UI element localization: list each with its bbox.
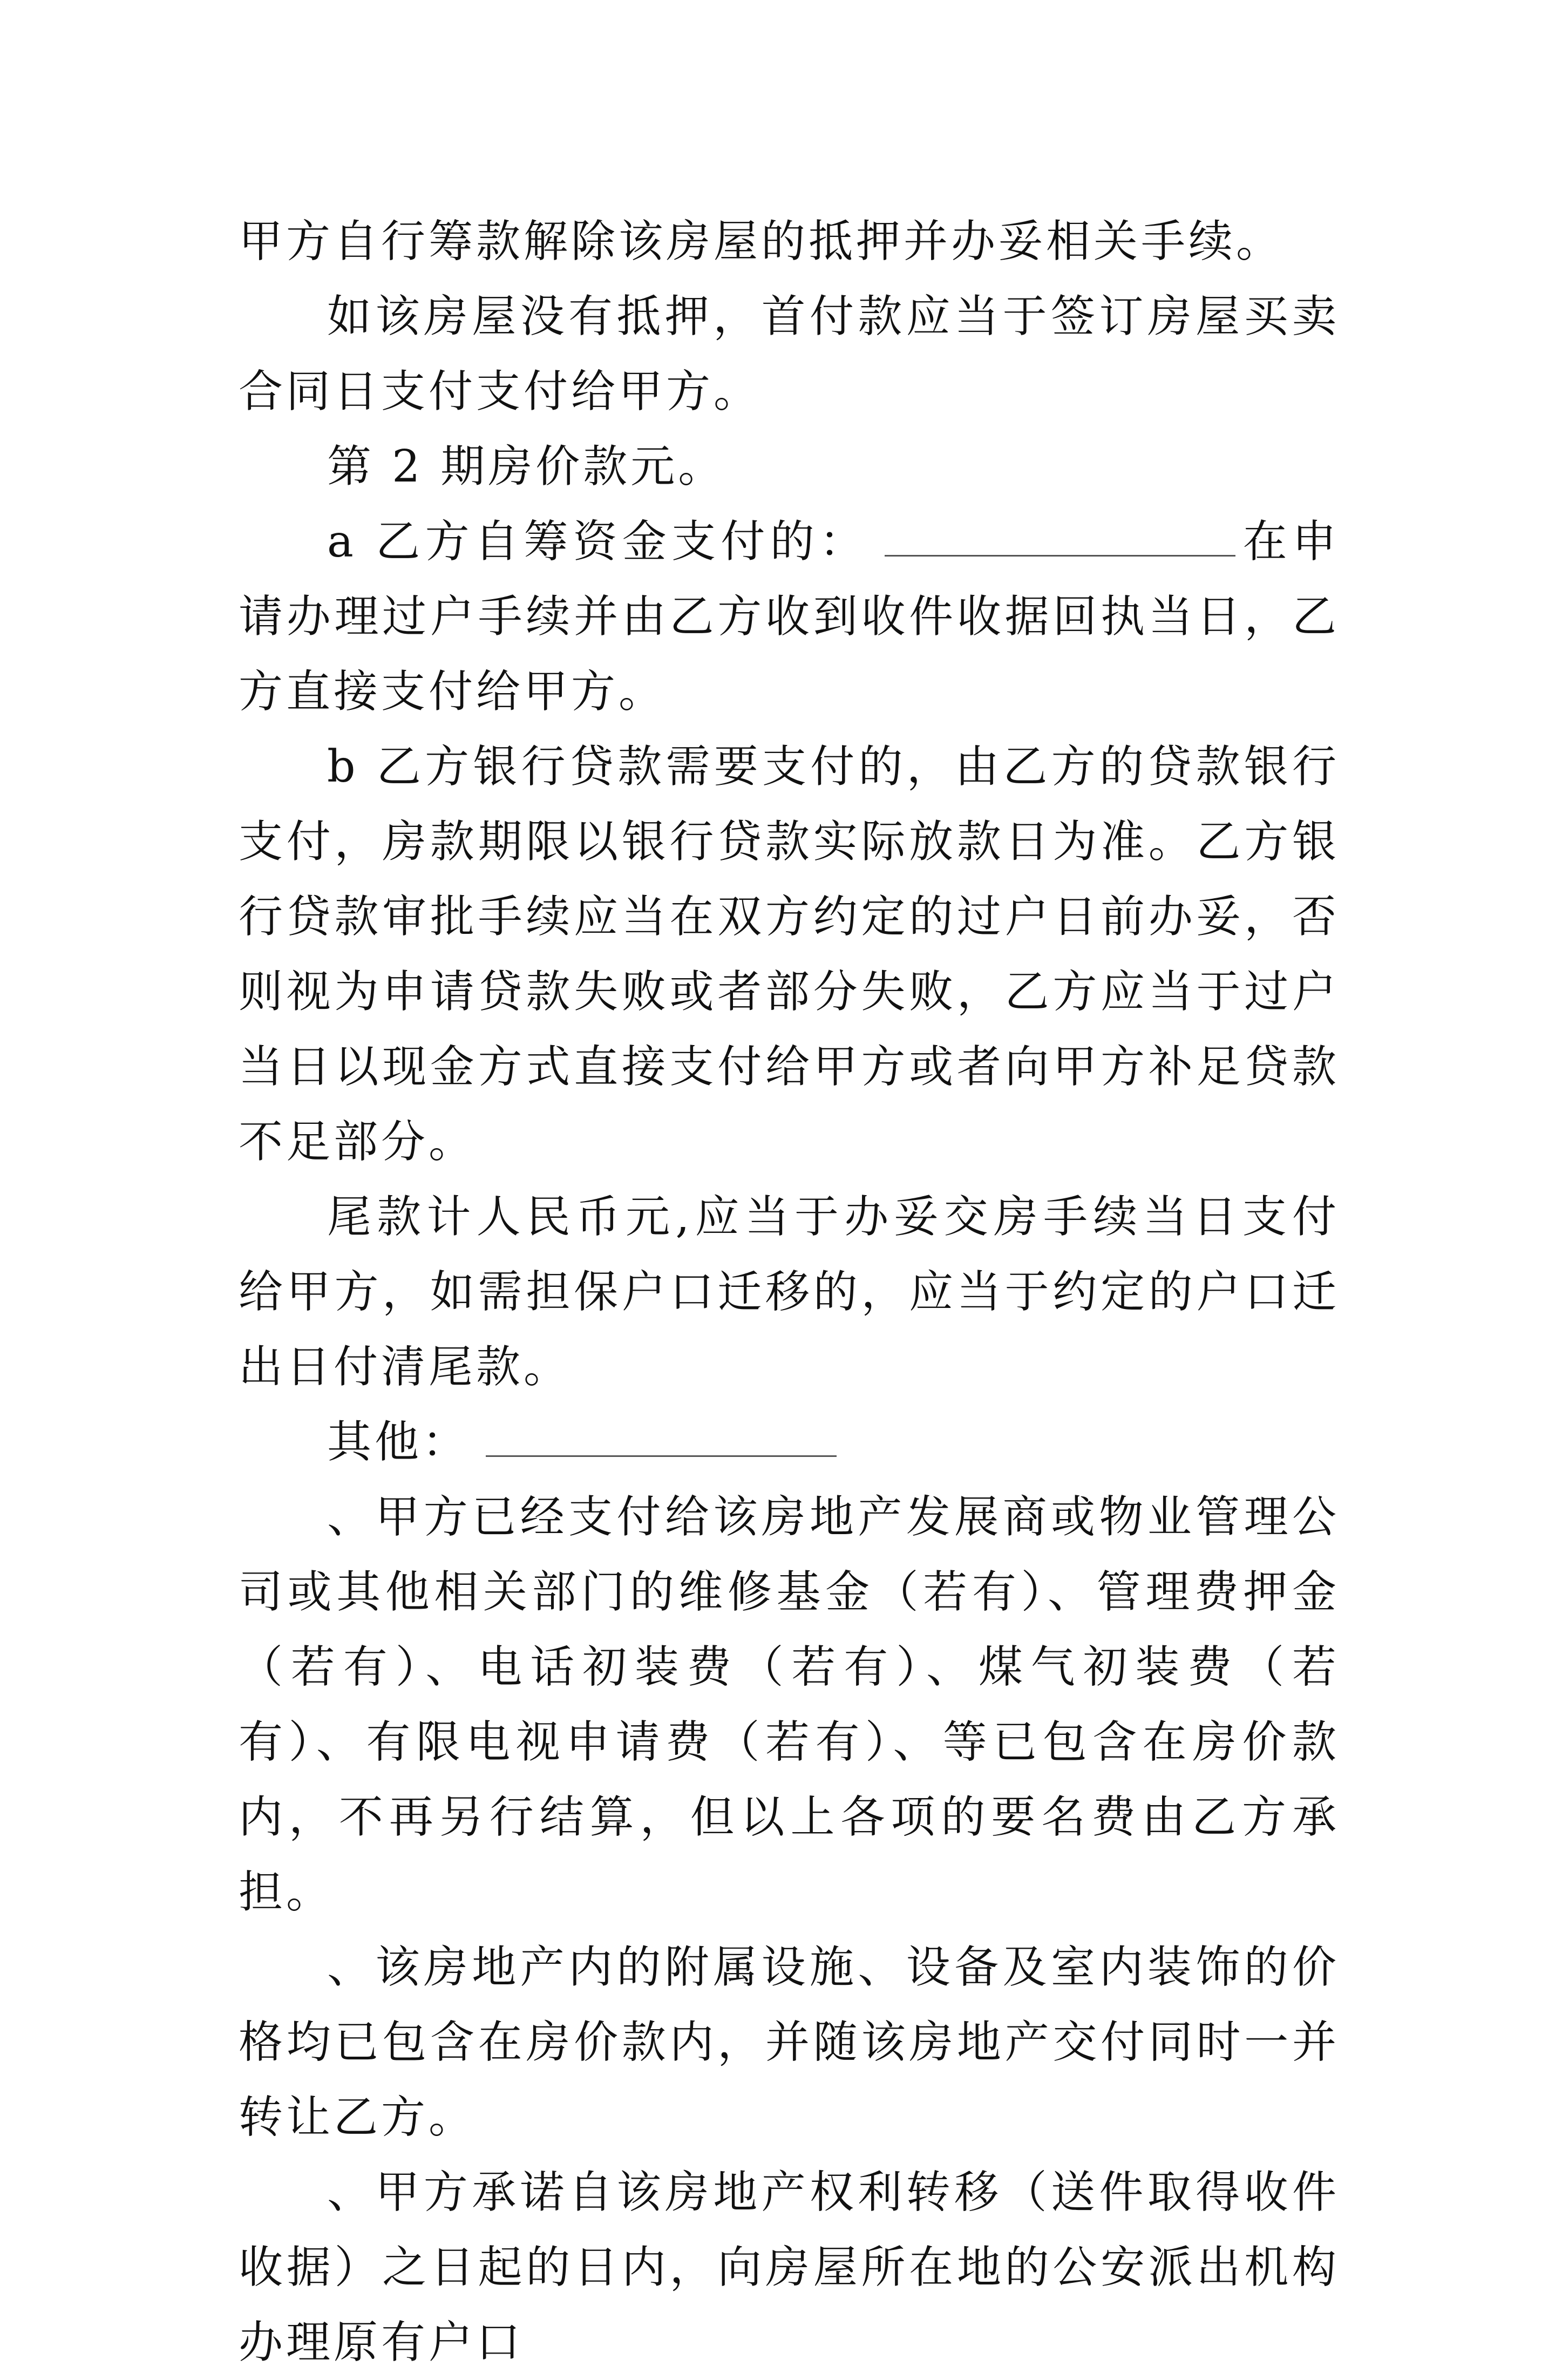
paragraph-fees-included: 、甲方已经支付给该房地产发展商或物业管理公司或其他相关部门的维修基金（若有）、管理费押金（若有）、电话初装费（若有）、煤气初装费（若有）、有限电视申请费（若有）、等已包含在房价款内，不再另行结算，但以上各项的要名费由乙方承担。 [239,1491,1340,1918]
self-funded-amount-blank[interactable] [885,511,1235,557]
paragraph-continuation: 甲方自行筹款解除该房屋的抵押并办妥相关手续。 [239,216,1284,267]
paragraph-bank-loan: b 乙方银行贷款需要支付的，由乙方的贷款银行支付，房款期限以银行贷款实际放款日为准。乙方银行贷款审批手续应当在双方约定的过户日前办妥，否则视为申请贷款失败或者部分失败，乙方应当于过户当日以现金方式直接支付给甲方或者向甲方补足贷款不足部分。 [239,741,1340,1168]
document-body [239,204,1340,2380]
paragraph-self-funded [239,504,1340,729]
self-funded-terms: 在申请办理过户手续并由乙方收到收件收据回执当日，乙方直接支付给甲方。 [239,516,1340,717]
other-label: 其他： [327,1416,470,1468]
self-funded-label: a 乙方自筹资金支付的： [327,516,869,567]
paragraph-second-installment: 第 2 期房价款元。 [327,441,726,492]
paragraph-household-registration: 、甲方承诺自该房地产权利转移（送件取得收件收据）之日起的日内，向房屋所在地的公安派出机构办理原有户口 [239,2167,1340,2368]
paragraph-other [239,1405,1340,1480]
paragraph-no-mortgage: 如该房屋没有抵押，首付款应当于签订房屋买卖合同日支付支付给甲方。 [239,291,1340,417]
paragraph-final-payment: 尾款计人民币元,应当于办妥交房手续当日支付给甲方，如需担保户口迁移的，应当于约定的户口迁出日付清尾款。 [239,1191,1340,1393]
paragraph-fixtures-included: 、该房地产内的附属设施、设备及室内装饰的价格均已包含在房价款内，并随该房地产交付同时一并转让乙方。 [239,1942,1340,2143]
other-blank[interactable] [486,1411,837,1457]
